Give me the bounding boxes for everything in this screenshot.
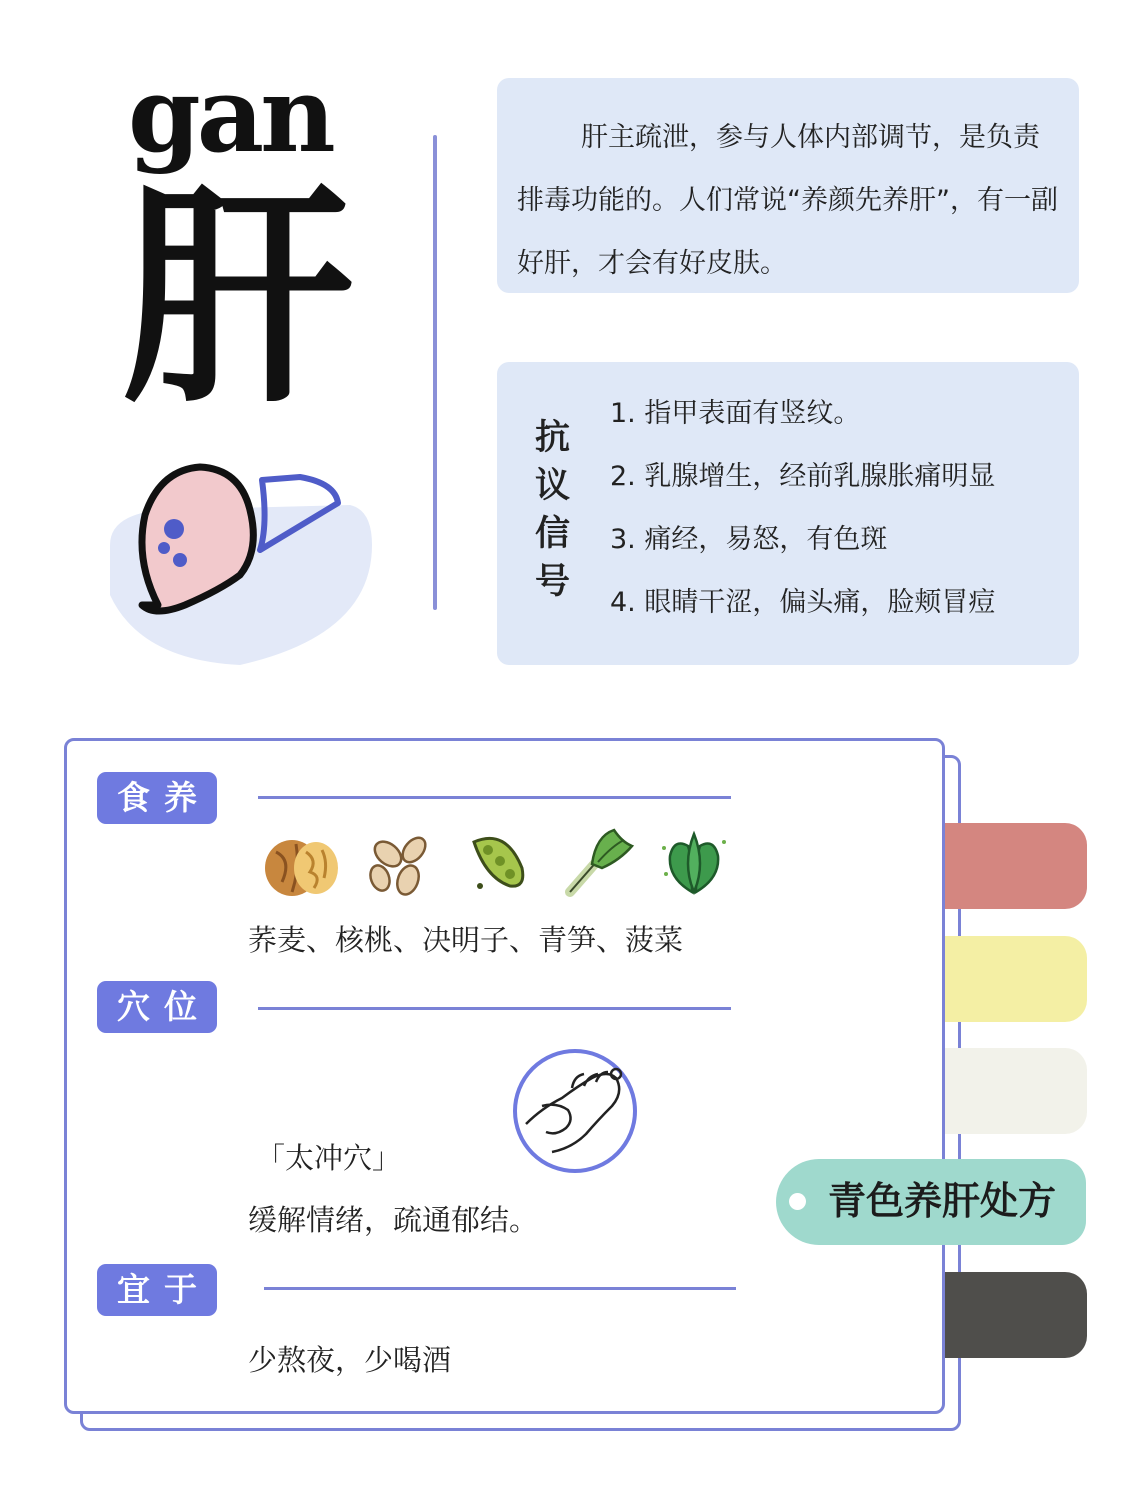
tab-dark[interactable]	[943, 1272, 1087, 1358]
diet-rule	[258, 796, 731, 799]
description-card	[497, 78, 1079, 293]
walnut-icon	[262, 830, 342, 900]
signals-title	[535, 414, 579, 606]
seeds-icon	[366, 832, 436, 898]
acupoint-badge: 穴位	[97, 981, 217, 1033]
signal-item: 3. 痛经，易怒，有色斑	[610, 524, 888, 555]
tag-label: 青色养肝处方	[828, 1178, 1057, 1223]
signal-item: 4. 眼睛干涩，偏头痛，脸颊冒痘	[610, 587, 996, 618]
diet-foods: 荞麦、核桃、决明子、青笋、菠菜	[248, 923, 684, 957]
tab-red[interactable]	[943, 823, 1087, 909]
acupoint-effect: 缓解情绪，疏通郁结。	[248, 1203, 539, 1237]
spinach-icon	[658, 828, 730, 898]
signals-list	[610, 382, 1070, 634]
acupoint-name: 「太冲穴」	[256, 1141, 402, 1175]
suitable-rule	[264, 1287, 736, 1290]
tab-white[interactable]	[943, 1048, 1087, 1134]
pea-pod-icon	[466, 828, 530, 898]
signals-title-char: 号	[535, 561, 571, 602]
acupoint-rule	[258, 1007, 731, 1010]
signals-title-char: 议	[535, 465, 571, 506]
signal-item: 2. 乳腺增生，经前乳腺胀痛明显	[610, 461, 996, 492]
diet-badge: 食养	[97, 772, 217, 824]
remedy-tag[interactable]	[776, 1159, 1086, 1245]
signals-title-char: 抗	[535, 417, 571, 458]
tab-yellow[interactable]	[943, 936, 1087, 1022]
description-text: 肝主疏泄，参与人体内部调节，是负责排毒功能的。人们常说“养颜先养肝”，有一副好肝，才会有好皮肤。	[517, 122, 1058, 279]
liver-illustration	[100, 455, 390, 680]
signals-card	[497, 362, 1079, 665]
suitable-badge: 宜于	[97, 1264, 217, 1316]
divider-line	[433, 135, 437, 610]
foot-massage-icon	[512, 1048, 638, 1174]
pinyin-title: gan	[128, 53, 332, 176]
liver-character: 肝	[122, 161, 355, 434]
suitable-text: 少熬夜，少喝酒	[248, 1343, 452, 1377]
signals-title-char: 信	[535, 513, 571, 554]
tag-hole-icon	[789, 1193, 806, 1210]
lettuce-stem-icon	[562, 826, 636, 898]
signal-item: 1. 指甲表面有竖纹。	[610, 398, 861, 429]
